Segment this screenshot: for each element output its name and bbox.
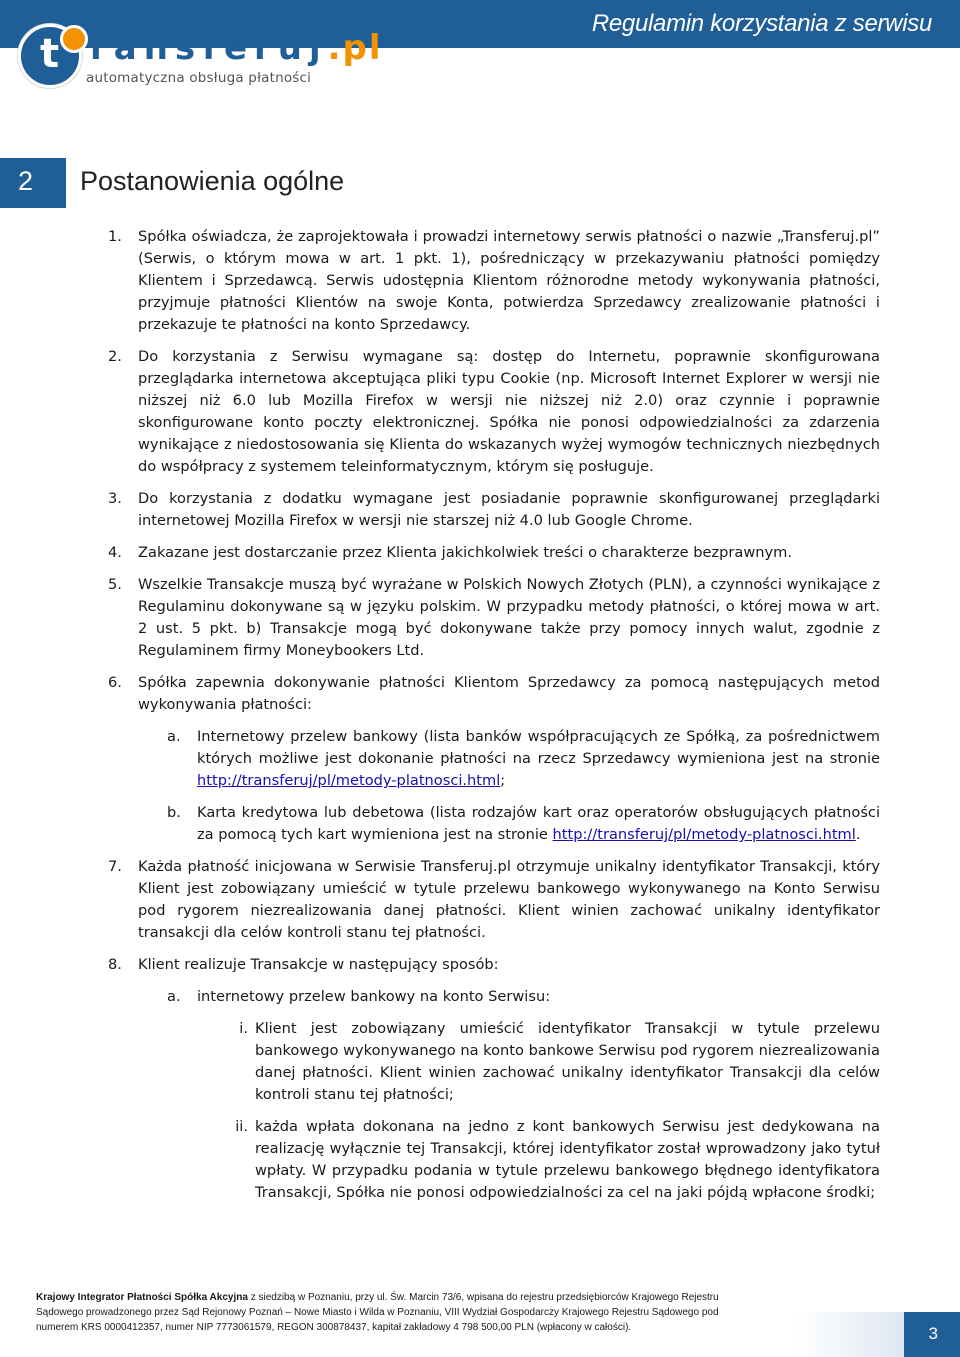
sub-sub-item <box>0 1116 960 1204</box>
list-item <box>0 488 960 532</box>
list-item <box>0 954 960 976</box>
sub-item <box>0 802 960 846</box>
sub-item-text: Karta kredytowa lub debetowa (lista rodzajów kart oraz operatorów obsługujących płatności za pomocą tych kart wymieniona jest na stronie <box>197 804 880 843</box>
page-number-box <box>904 1312 960 1357</box>
sub-sub-item <box>0 1018 960 1106</box>
item-number: 1. <box>108 228 122 245</box>
item-text: Do korzystania z dodatku wymagane jest posiadanie poprawnie skonfigurowanej przeglądarki internetowej Mozilla Firefox w wersji nie starszej niż 4.0 lub Google Chrome. <box>138 490 880 529</box>
section-number: 2 <box>18 166 34 196</box>
logo-word: ransferuj <box>90 28 328 68</box>
logo-tagline: automatyczna obsługa płatności <box>86 70 312 86</box>
footer-line-1-rest: z siedzibą w Poznaniu, przy ul. Św. Marcin 73/6, wpisana do rejestru przedsiębiorców Krajowego Rejestru <box>247 1292 719 1303</box>
item-number: 6. <box>108 674 122 691</box>
section-title: Postanowienia ogólne <box>80 166 345 196</box>
item-number: 8. <box>108 956 122 973</box>
footer-corner-decoration <box>796 1312 904 1357</box>
item-text: Wszelkie Transakcje muszą być wyrażane w Polskich Nowych Złotych (PLN), a czynności wynikające z Regulaminu dokonywane są w języku polskim. W przypadku metody płatności, o której mowa w art. 2 ust. 5 pkt. b) Transakcje mogą być dokonywane także przy pomocy innych walut, zgodnie z Regulaminem firmy Moneybookers Ltd. <box>138 576 880 659</box>
sub-item-letter: a. <box>167 728 181 745</box>
sub-sub-item-number: ii. <box>235 1118 248 1135</box>
item-number: 4. <box>108 544 122 561</box>
logo-letter: t <box>40 31 60 77</box>
item-text: Spółka oświadcza, że zaprojektowała i prowadzi internetowy serwis płatności o nazwie „Transferuj.pl” (Serwis, o którym mowa w art. 1 pkt. 1), pośredniczący w przekazywaniu płatności pomiędzy Klientem i Sprzedawcą. Serwis udostępnia Klientom różnorodne metody wykonywania płatności, przyjmuje płatności Klientów na swoje Konta, potwierdza Sprzedawcy zrealizowanie płatności i przekazuje te płatności na konto Sprzedawcy. <box>138 228 880 333</box>
item-number: 7. <box>108 858 122 875</box>
list-item <box>0 672 960 716</box>
sub-item <box>0 726 960 792</box>
page-number: 3 <box>928 1324 938 1343</box>
item-text: Klient realizuje Transakcje w następujący sposób: <box>138 956 499 973</box>
footer-line-2: Sądowego prowadzonego przez Sąd Rejonowy Poznań – Nowe Miasto i Wilda w Poznaniu, VIII Wydział Gospodarczy Krajowego Rejestru Sądowego pod <box>36 1307 719 1318</box>
sub-item-text: Internetowy przelew bankowy (lista banków współpracujących ze Spółką, za pośrednictwem których możliwe jest dokonanie płatności na rzecz Sprzedawcy wymieniona jest na stronie <box>197 728 880 767</box>
document-body <box>0 226 960 1214</box>
sub-item-text: internetowy przelew bankowy na konto Serwisu: <box>197 988 551 1005</box>
section-number-box <box>0 158 66 208</box>
item-number: 5. <box>108 576 122 593</box>
item-text: Zakazane jest dostarczanie przez Klienta jakichkolwiek treści o charakterze bezprawnym. <box>138 544 793 561</box>
list-item <box>0 542 960 564</box>
footer-line-3: numerem KRS 0000412357, numer NIP 7773061579, REGON 300878437, kapitał zakładowy 4 798 500,00 PLN (wpłacony w całości). <box>36 1322 632 1333</box>
sub-item-letter: b. <box>167 804 181 821</box>
footer-company: Krajowy Integrator Płatności Spółka Akcyjna <box>36 1292 248 1303</box>
item-text: Do korzystania z Serwisu wymagane są: dostęp do Internetu, poprawnie skonfigurowana przeglądarka internetowa akceptująca pliki typu Cookie (np. Microsoft Internet Explorer w wersji nie niższej niż 6.0 lub Mozilla Firefox w wersji nie niższej niż 2.0) oraz czynnie i poprawnie skonfigurowane konto poczty elektronicznej. Spółka nie ponosi odpowiedzialności za zdarzenia wynikające z niedostosowania się Klienta do wskazanych wyżej wymogów technicznych niezbędnych do współpracy z systemem teleinformatycznym, którym się posługuje. <box>138 348 880 475</box>
footer-line-1 <box>36 1290 736 1305</box>
list-item <box>0 856 960 944</box>
sub-item <box>0 986 960 1008</box>
sub-item-tail: ; <box>500 772 506 789</box>
header-title: Regulamin korzystania z serwisu <box>591 10 932 37</box>
item-number: 2. <box>108 348 122 365</box>
list-item <box>0 226 960 336</box>
sub-item-letter: a. <box>167 988 181 1005</box>
sub-item-tail: . <box>855 826 861 843</box>
sub-sub-item-text: każda wpłata dokonana na jedno z kont bankowych Serwisu jest dedykowana na realizację wyłącznie tej Transakcji, której identyfikator został wprowadzony jako tytuł wpłaty. W przypadku podania w tytule przelewu bankowego błędnego identyfikatora Transakcji, Spółka nie ponosi odpowiedzialności za cel na jaki pójdą wpłacone środki; <box>255 1118 880 1201</box>
item-text: Każda płatność inicjowana w Serwisie Transferuj.pl otrzymuje unikalny identyfikator Transakcji, który Klient jest zobowiązany umieścić w tytule przelewu bankowego wykonywanego na Konto Serwisu pod rygorem niezrealizowania danej płatności. Klient winien zachować unikalny identyfikator transakcji dla celów kontroli stanu tej płatności. <box>138 858 880 941</box>
sub-sub-item-text: Klient jest zobowiązany umieścić identyfikator Transakcji w tytule przelewu bankowego wykonywanego na konto bankowe Serwisu pod rygorem niezrealizowania danej płatności. Klient winien zachować unikalny identyfikator Transakcji dla celów kontroli stanu tej płatności; <box>255 1020 880 1103</box>
logo-wordmark <box>90 28 383 68</box>
payment-methods-link[interactable]: http://transferuj/pl/metody-platnosci.html <box>552 826 856 843</box>
item-text: Spółka zapewnia dokonywanie płatności Klientom Sprzedawcy za pomocą następujących metod wykonywania płatności: <box>138 674 880 713</box>
footer <box>36 1290 736 1335</box>
list-item <box>0 574 960 662</box>
logo-circle-icon <box>18 24 82 88</box>
section-heading <box>0 158 960 208</box>
list-item <box>0 346 960 478</box>
sub-sub-item-number: i. <box>239 1020 248 1037</box>
transferuj-logo <box>18 20 383 90</box>
logo-suffix: .pl <box>327 28 383 68</box>
payment-methods-link[interactable]: http://transferuj/pl/metody-platnosci.html <box>197 772 501 789</box>
item-number: 3. <box>108 490 122 507</box>
